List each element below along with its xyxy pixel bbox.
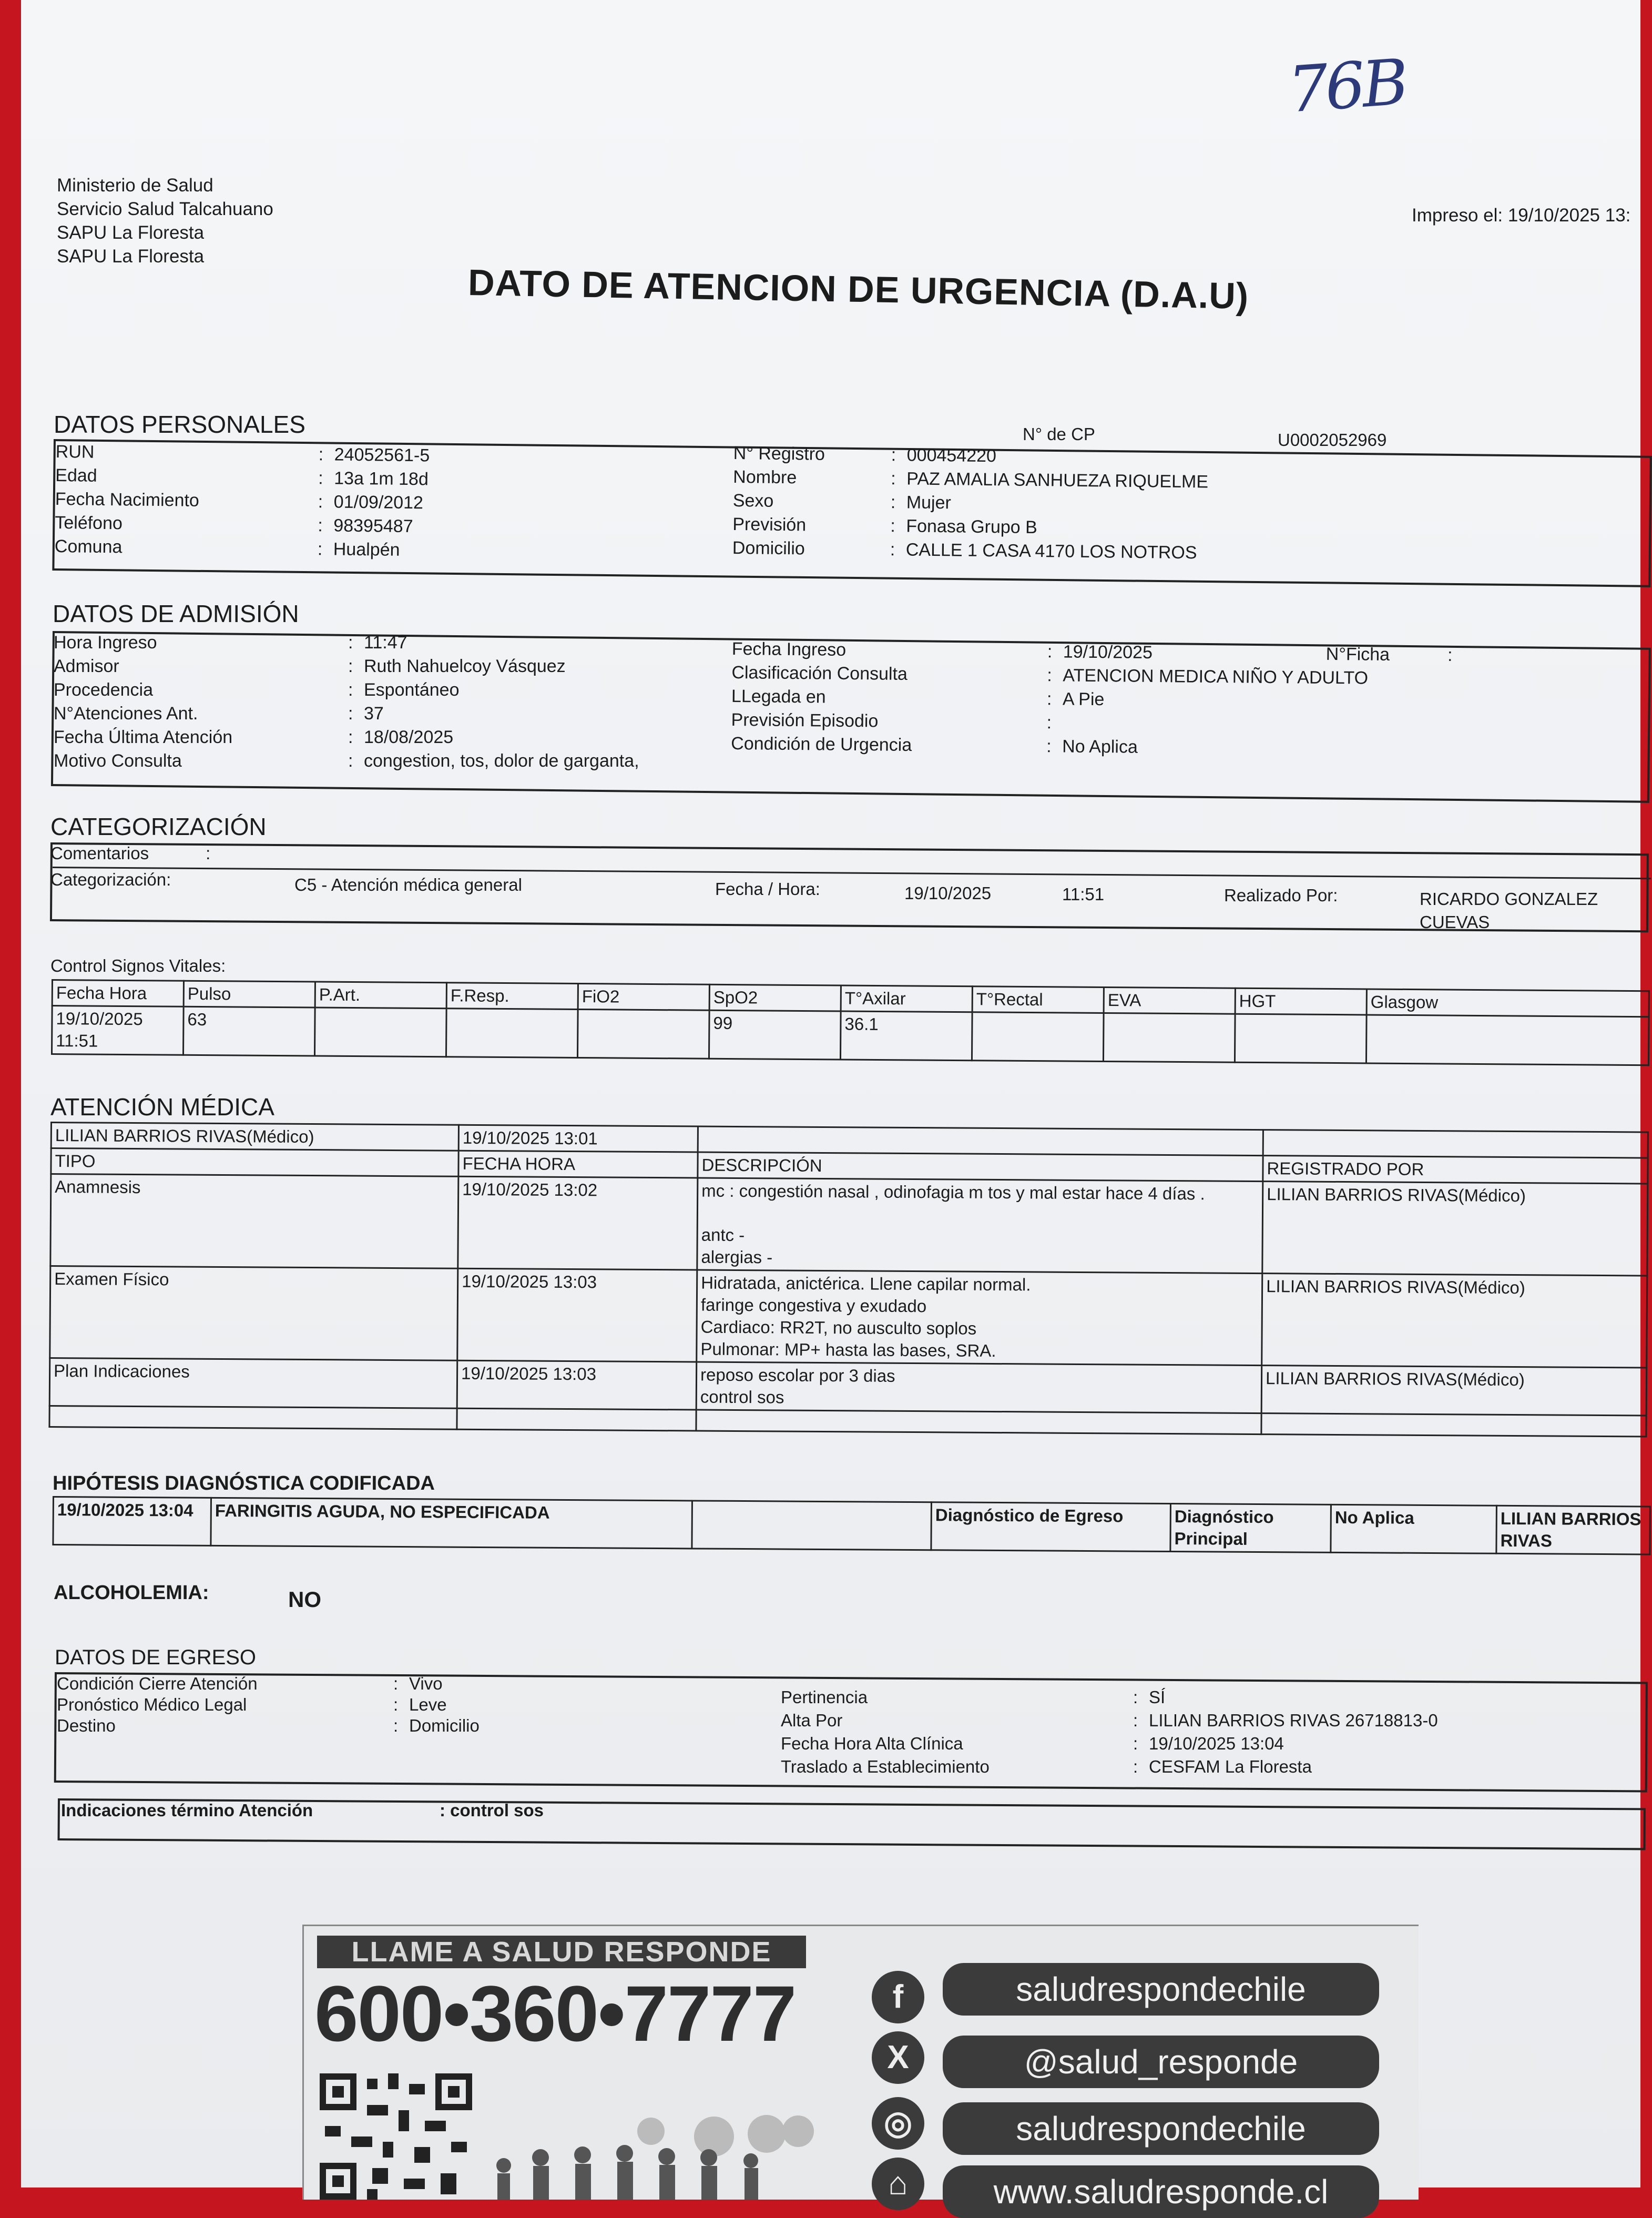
medical-row [50, 1266, 1647, 1368]
vitals-header: HGT [1235, 988, 1367, 1015]
datetime-label: Fecha / Hora: [715, 879, 820, 899]
field-clasificacion: Clasificación Consulta : ATENCION MEDICA NIÑO Y ADULTO [731, 662, 1369, 688]
realizado-label: Realizado Por: [1224, 886, 1338, 905]
printed-date: Impreso el: 19/10/2025 13: [1412, 205, 1631, 226]
field-run: RUN : 24052561-5 [55, 441, 430, 466]
field-sexo: Sexo : Mujer [732, 490, 952, 513]
section-title-categorization: CATEGORIZACIÓN [50, 813, 267, 840]
vitals-cell: 19/10/2025 11:51 [52, 1006, 184, 1055]
section-title-diagnosis: HIPÓTESIS DIAGNÓSTICA CODIFICADA [53, 1472, 435, 1494]
vitals-header: Pulso [183, 981, 315, 1008]
field-prevision-episodio: Previsión Episodio : [731, 709, 1052, 733]
medical-table [48, 1122, 1648, 1438]
facebook-handle[interactable]: saludrespondechile [943, 1963, 1379, 2016]
field-fecha-alta: Fecha Hora Alta Clínica : 19/10/2025 13:04 [781, 1734, 1284, 1753]
ministry-line: Servicio Salud Talcahuano [57, 199, 273, 219]
qr-code-icon [320, 2073, 472, 2200]
field-pertinencia: Pertinencia : SÍ [781, 1687, 1166, 1707]
vitals-header: T°Axilar [841, 985, 972, 1012]
medical-type: Examen Físico [50, 1266, 458, 1361]
field-hora-ingreso: Hora Ingreso : 11:47 [54, 633, 407, 653]
field-ultima-atencion: Fecha Última Atención : 18/08/2025 [54, 727, 454, 747]
document-title: DATO DE ATENCION DE URGENCIA (D.A.U) [467, 262, 1249, 317]
section-title-medical: ATENCIÓN MÉDICA [50, 1093, 274, 1121]
field-admisor: Admisor : Ruth Nahuelcoy Vásquez [54, 656, 566, 676]
field-fecha-nacimiento: Fecha Nacimiento : 01/09/2012 [55, 489, 424, 513]
field-motivo: Motivo Consulta : congestion, tos, dolor de garganta, [54, 751, 639, 771]
people-illustration [493, 2115, 830, 2200]
vitals-cell: 99 [709, 1010, 841, 1060]
ministry-line: Ministerio de Salud [57, 175, 213, 196]
website-link[interactable]: www.saludresponde.cl [943, 2165, 1379, 2218]
categorization-time: 11:51 [1062, 884, 1105, 904]
medical-registered-by: LILIAN BARRIOS RIVAS(Médico) [1262, 1182, 1648, 1276]
ministry-line: SAPU La Floresta [57, 246, 205, 267]
medical-datetime: 19/10/2025 13:03 [457, 1360, 697, 1410]
categorization-date: 19/10/2025 [904, 883, 992, 903]
vitals-header: P.Art. [315, 982, 446, 1009]
medical-header: REGISTRADO POR [1263, 1156, 1648, 1184]
banner-tagline: LLAME A SALUD RESPONDE [317, 1936, 806, 1968]
field-edad: Edad : 13a 1m 18d [55, 465, 429, 490]
salud-responde-banner [302, 1925, 1419, 2211]
field-alta-por: Alta Por : LILIAN BARRIOS RIVAS 26718813-0 [781, 1711, 1438, 1730]
diagnosis-principal: Diagnóstico Principal [1170, 1503, 1331, 1552]
discharge-right [781, 1686, 1438, 1778]
categorization-value: C5 - Atención médica general [294, 875, 522, 894]
field-condicion-urgencia: Condición de Urgencia : No Aplica [731, 733, 1138, 757]
vitals-cell [1235, 1014, 1367, 1063]
vitals-header: Fecha Hora [52, 980, 183, 1007]
document-page [21, 0, 1641, 2211]
field-registro: N° Registro : 000454220 [733, 443, 997, 466]
facebook-icon: f [872, 1971, 924, 2023]
vitals-header: F.Resp. [446, 983, 578, 1010]
medical-datetime: 19/10/2025 13:02 [458, 1176, 698, 1270]
vitals-cell [1366, 1015, 1649, 1065]
field-condicion-cierre: Condición Cierre Atención : Vivo [57, 1674, 443, 1693]
comments-label: Comentarios : [50, 843, 211, 863]
vitals-cell [577, 1009, 709, 1059]
instagram-icon: ◎ [872, 2097, 924, 2150]
web-icon: ⌂ [872, 2158, 924, 2210]
handwritten-note: 76B [1286, 46, 1408, 127]
diagnosis-datetime: 19/10/2025 13:04 [53, 1497, 211, 1546]
vitals-cell: 63 [183, 1006, 315, 1056]
diagnosis-name: FARINGITIS AGUDA, NO ESPECIFICADA [211, 1498, 692, 1549]
field-procedencia: Procedencia : Espontáneo [54, 680, 460, 700]
medical-datetime: 19/10/2025 13:03 [457, 1268, 697, 1362]
field-traslado: Traslado a Establecimiento : CESFAM La Floresta [781, 1757, 1312, 1776]
medical-header: DESCRIPCIÓN [698, 1152, 1263, 1182]
admission-left [54, 631, 639, 773]
field-comuna: Comuna : Hualpén [54, 536, 400, 560]
medical-registered-by: LILIAN BARRIOS RIVAS(Médico) [1261, 1366, 1647, 1416]
medical-header: TIPO [51, 1148, 458, 1177]
vitals-cell [972, 1012, 1104, 1062]
medical-row [50, 1174, 1648, 1276]
vitals-header: FiO2 [578, 983, 709, 1010]
ministry-line: SAPU La Floresta [57, 222, 205, 243]
medical-description: mc : congestión nasal , odinofagia m tos y mal estar hace 4 días . antc - alergias - [697, 1178, 1263, 1274]
field-fecha-ingreso: Fecha Ingreso : 19/10/2025 N°Ficha : [732, 637, 1453, 667]
indications-value: control sos [450, 1800, 544, 1820]
vitals-table [51, 979, 1650, 1066]
diagnosis-doctor: LILIAN BARRIOS RIVAS [1496, 1505, 1650, 1554]
diagnosis-egreso: Diagnóstico de Egreso [931, 1502, 1171, 1552]
ministry-header [57, 174, 273, 268]
personal-left [55, 440, 430, 562]
banner-phone: 600•360•7777 [314, 1969, 796, 2058]
vitals-title: Control Signos Vitales: [50, 956, 226, 975]
section-title-personal: DATOS PERSONALES [54, 411, 305, 438]
categorization-label: Categorización: [50, 870, 171, 889]
indications-row: Indicaciones término Atención : control sos [61, 1800, 544, 1820]
diagnosis-row [53, 1497, 1650, 1555]
vitals-header: Glasgow [1367, 989, 1649, 1017]
medical-doctor-datetime: 19/10/2025 13:01 [458, 1125, 698, 1152]
medical-registered-by: LILIAN BARRIOS RIVAS(Médico) [1262, 1274, 1647, 1368]
vitals-cell [446, 1009, 578, 1058]
field-telefono: Teléfono : 98395487 [55, 512, 413, 537]
vitals-cell [1103, 1013, 1235, 1062]
field-atenciones: N°Atenciones Ant. : 37 [54, 704, 384, 724]
section-title-discharge: DATOS DE EGRESO [55, 1646, 257, 1669]
field-prevision: Previsión : Fonasa Grupo B [732, 514, 1038, 538]
diagnosis-table [52, 1496, 1651, 1555]
vitals-cell: 36.1 [840, 1011, 972, 1061]
x-icon: X [872, 2031, 924, 2084]
section-title-admission: DATOS DE ADMISIÓN [53, 600, 299, 627]
alcohol-value: NO [288, 1587, 321, 1612]
admission-right [731, 637, 1453, 762]
cp-label: N° de CP [1023, 424, 1095, 444]
categorization-box [50, 842, 1649, 932]
discharge-left [57, 1673, 480, 1736]
medical-description: reposo escolar por 3 dias control sos [696, 1362, 1262, 1413]
field-llegada: LLegada en : A Pie [731, 686, 1105, 710]
field-domicilio: Domicilio : CALLE 1 CASA 4170 LOS NOTROS [732, 537, 1197, 563]
vitals-header: SpO2 [709, 984, 841, 1011]
vitals-header: EVA [1104, 987, 1235, 1014]
medical-type: Plan Indicaciones [49, 1358, 457, 1409]
realizado-value: RICARDO GONZALEZ CUEVAS [1420, 889, 1598, 932]
field-nombre: Nombre : PAZ AMALIA SANHUEZA RIQUELME [733, 466, 1209, 492]
indications-label: Indicaciones término Atención [61, 1800, 313, 1820]
vitals-cell [314, 1008, 446, 1057]
alcohol-label: ALCOHOLEMIA: [54, 1582, 209, 1604]
medical-type: Anamnesis [50, 1174, 458, 1269]
medical-header: FECHA HORA [458, 1151, 698, 1178]
personal-right [732, 442, 1209, 565]
ficha-label: N°Ficha [1325, 644, 1390, 665]
medical-description: Hidratada, anictérica. Llene capilar normal. faringe congestiva y exudado Cardiaco: RR2T, no ausculto soplos Pulmonar: MP+ hasta las bases, SRA. [697, 1270, 1262, 1366]
field-pronostico: Pronóstico Médico Legal : Leve [57, 1695, 447, 1714]
vitals-header: T°Rectal [972, 986, 1104, 1013]
cp-value: U0002052969 [1278, 430, 1387, 450]
instagram-handle[interactable]: saludrespondechile [943, 2102, 1379, 2155]
x-handle[interactable]: @salud_responde [943, 2036, 1379, 2088]
medical-doctor: LILIAN BARRIOS RIVAS(Médico) [51, 1123, 458, 1151]
diagnosis-no-aplica: No Aplica [1331, 1504, 1497, 1553]
field-destino: Destino : Domicilio [57, 1716, 480, 1735]
